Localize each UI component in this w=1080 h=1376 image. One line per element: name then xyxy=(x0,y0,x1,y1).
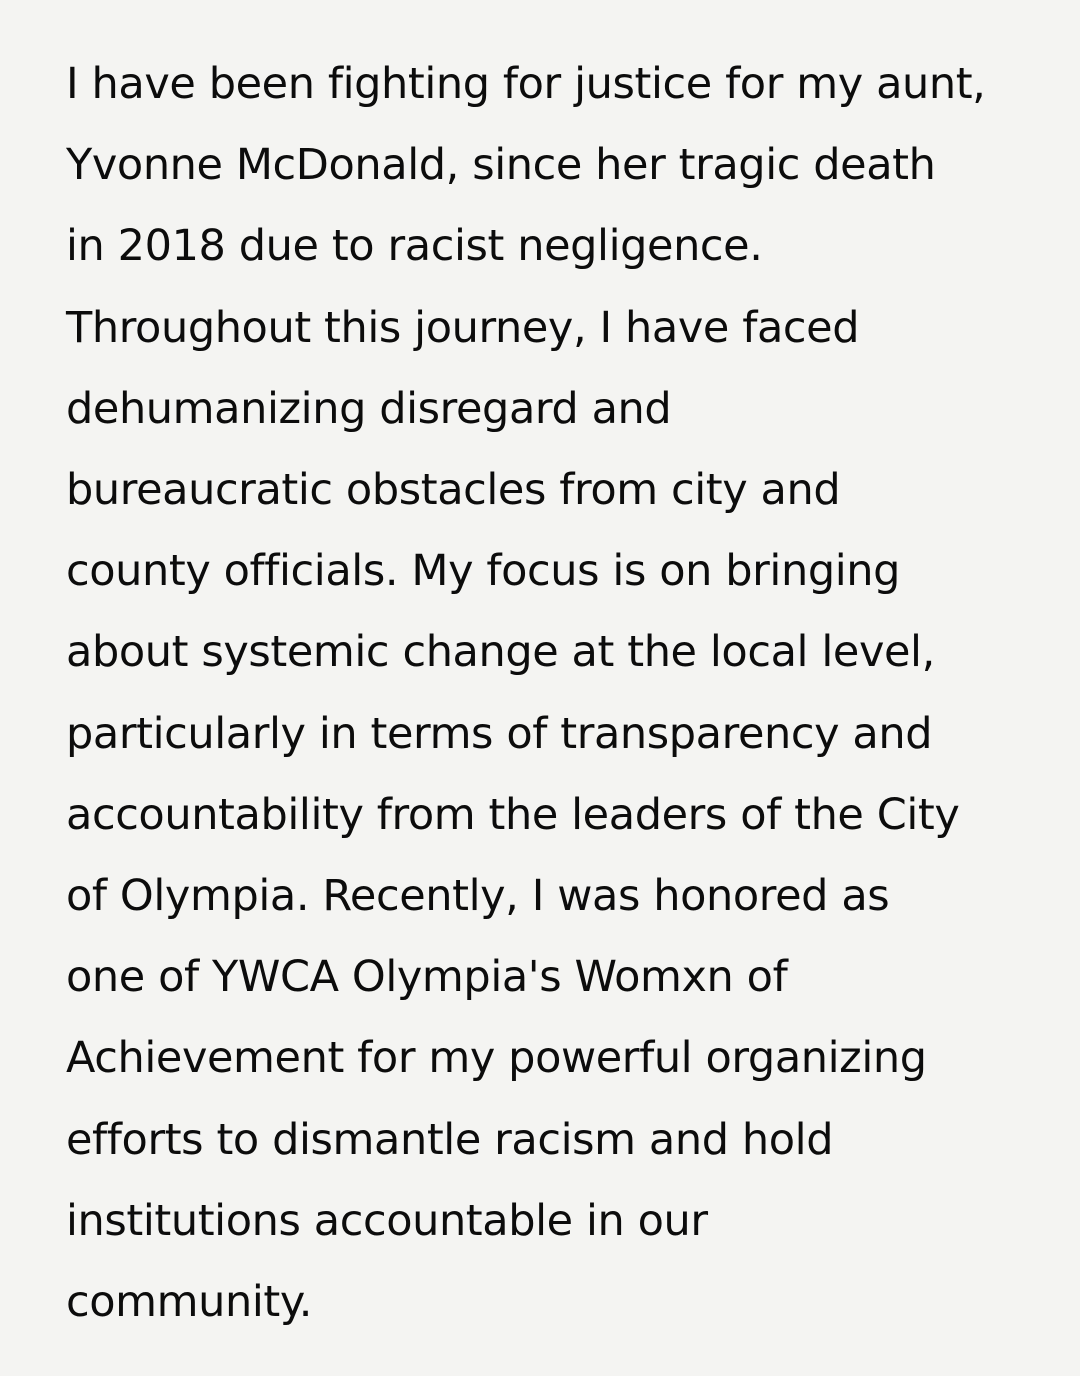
bio-line-1: I have been fighting for justice for my aunt, xyxy=(66,59,986,109)
bio-line-8: about systemic change at the local level, xyxy=(66,627,935,678)
bio-line-10: accountability from the leaders of the City xyxy=(66,789,960,840)
bio-line-15: institutions accountable in our xyxy=(66,1195,708,1246)
bio-line-4: Throughout this journey, I have faced xyxy=(66,302,860,353)
bio-line-14: efforts to dismantle racism and hold xyxy=(66,1114,834,1165)
bio-line-12: one of YWCA Olympia's Womxn of xyxy=(66,952,788,1003)
bio-line-13: Achievement for my powerful organizing xyxy=(66,1033,927,1084)
bio-line-3: in 2018 due to racist negligence. xyxy=(66,221,763,272)
bio-line-6: bureaucratic obstacles from city and xyxy=(66,465,841,516)
bio-line-11: of Olympia. Recently, I was honored as xyxy=(66,871,890,922)
bio-line-9: particularly in terms of transparency and xyxy=(66,708,933,759)
bio-paragraph xyxy=(66,44,1056,1343)
bio-line-7: county officials. My focus is on bringing xyxy=(66,546,901,597)
bio-line-2: Yvonne McDonald, since her tragic death xyxy=(66,140,936,191)
bio-line-5: dehumanizing disregard and xyxy=(66,383,672,434)
bio-line-16: community. xyxy=(66,1277,313,1328)
